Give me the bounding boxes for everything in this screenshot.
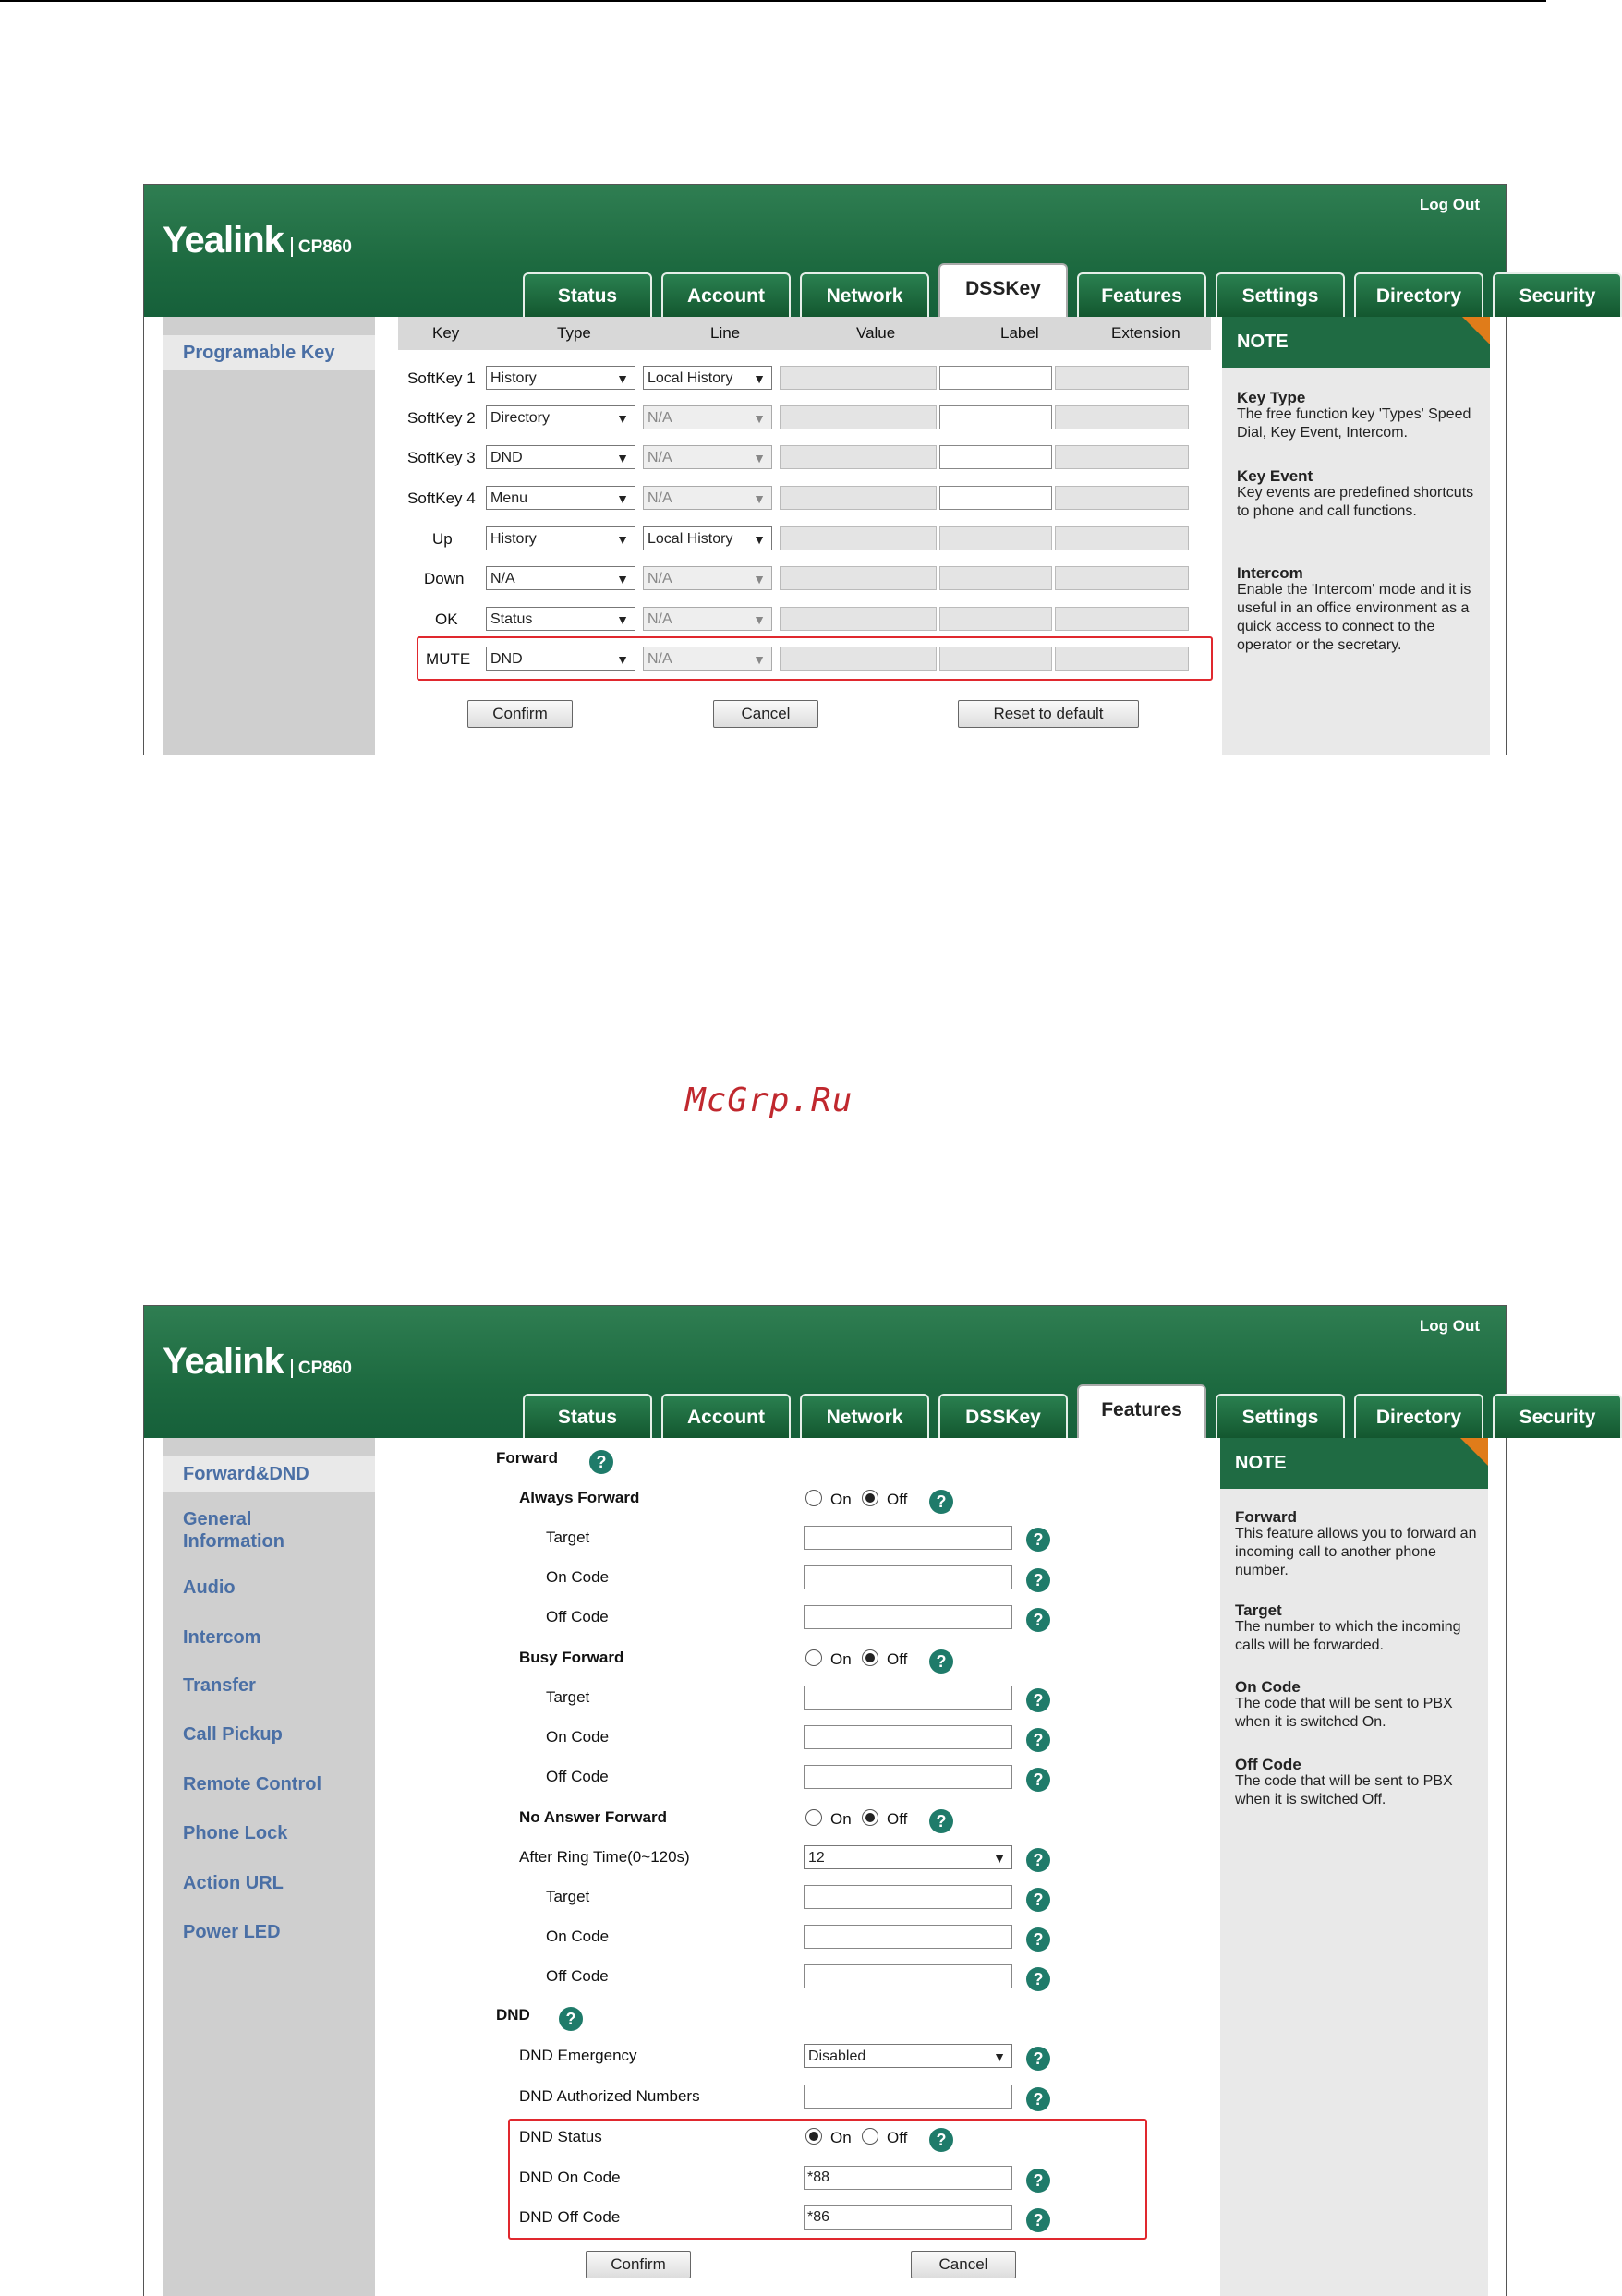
tab-directory[interactable]: Directory xyxy=(1354,1394,1483,1438)
logout-link[interactable]: Log Out xyxy=(1419,196,1480,213)
extension-input xyxy=(1055,526,1189,550)
type-select[interactable]: N/A ▼ xyxy=(486,566,635,590)
help-icon[interactable]: ? xyxy=(1026,2087,1050,2111)
dnd-on-code-input[interactable]: *88 xyxy=(804,2166,1012,2190)
row-key: Down xyxy=(424,570,465,587)
value-input xyxy=(780,405,937,429)
tab-status[interactable]: Status xyxy=(523,1394,652,1438)
busy-forward-label: Busy Forward xyxy=(519,1649,624,1666)
note-title: NOTE xyxy=(1222,317,1490,368)
off-code-label: Off Code xyxy=(546,1967,609,1985)
radio-off-label: Off xyxy=(887,1650,908,1668)
tab-account[interactable]: Account xyxy=(661,272,791,317)
always-forward-off-code-input[interactable] xyxy=(804,1605,1012,1629)
always-forward-on-code-input[interactable] xyxy=(804,1565,1012,1589)
after-ring-time-select[interactable]: 12 ▼ xyxy=(804,1845,1012,1869)
on-code-label: On Code xyxy=(546,1927,610,1945)
left-nav xyxy=(163,1438,375,2296)
chevron-down-icon: ▼ xyxy=(616,652,629,667)
dnd-section-title: DND xyxy=(496,2006,530,2024)
radio-on-label: On xyxy=(830,1650,852,1668)
line-select[interactable]: Local History ▼ xyxy=(643,526,772,550)
note-title: NOTE xyxy=(1220,1438,1488,1489)
always-forward-label: Always Forward xyxy=(519,1489,640,1506)
busy-forward-off-code-input[interactable] xyxy=(804,1765,1012,1789)
help-icon[interactable]: ? xyxy=(1026,1688,1050,1712)
note-panel xyxy=(1220,1438,1488,2296)
label-input[interactable] xyxy=(939,366,1052,390)
page-top-rule xyxy=(0,0,1546,2)
reset-to-default-button[interactable]: Reset to default xyxy=(958,700,1139,728)
value-input xyxy=(780,566,937,590)
line-select: N/A ▼ xyxy=(643,607,772,631)
chevron-down-icon: ▼ xyxy=(616,451,629,465)
chevron-down-icon: ▼ xyxy=(753,411,766,426)
extension-input xyxy=(1055,445,1189,469)
note-heading: Key Event xyxy=(1237,467,1313,485)
chevron-down-icon: ▼ xyxy=(616,371,629,386)
radio-off-label: Off xyxy=(887,1491,908,1508)
note-text: Enable the 'Intercom' mode and it is useful in an office environment as a quick access to connect to the operator or the secretary. xyxy=(1237,582,1471,653)
busy-forward-target-input[interactable] xyxy=(804,1686,1012,1710)
label-input[interactable] xyxy=(939,405,1052,429)
note-text: The free function key 'Types' Speed Dial, Key Event, Intercom. xyxy=(1237,406,1471,441)
after-ring-time-label: After Ring Time(0~120s) xyxy=(519,1848,690,1866)
note-panel xyxy=(1222,317,1490,755)
extension-input xyxy=(1055,566,1189,590)
row-key: Up xyxy=(432,530,453,548)
chevron-down-icon: ▼ xyxy=(616,491,629,506)
help-icon[interactable]: ? xyxy=(1026,1728,1050,1752)
tab-status[interactable]: Status xyxy=(523,272,652,317)
help-icon[interactable]: ? xyxy=(1026,1927,1050,1952)
help-icon[interactable]: ? xyxy=(1026,2208,1050,2232)
label-input xyxy=(939,607,1052,631)
nav-programable-key[interactable]: Programable Key xyxy=(163,335,375,370)
help-icon[interactable]: ? xyxy=(1026,1528,1050,1552)
line-select: N/A ▼ xyxy=(643,405,772,429)
on-code-label: On Code xyxy=(546,1568,610,1586)
radio-on-label: On xyxy=(830,2129,852,2146)
nav-power-led[interactable]: Power LED xyxy=(183,1922,281,1942)
target-label: Target xyxy=(546,1888,590,1905)
help-icon[interactable]: ? xyxy=(1026,2169,1050,2193)
type-select[interactable]: History ▼ xyxy=(486,366,635,390)
extension-input xyxy=(1055,647,1189,671)
dnd-emergency-select[interactable]: Disabled ▼ xyxy=(804,2044,1012,2068)
row-key: SoftKey 3 xyxy=(407,449,476,466)
yealink-logo: Yealink CP860 xyxy=(163,220,352,260)
line-select[interactable]: Local History ▼ xyxy=(643,366,772,390)
help-icon[interactable]: ? xyxy=(929,1809,953,1833)
chevron-down-icon: ▼ xyxy=(753,532,766,547)
chevron-down-icon: ▼ xyxy=(616,572,629,586)
no-answer-target-input[interactable] xyxy=(804,1885,1012,1909)
no-answer-on-code-input[interactable] xyxy=(804,1925,1012,1949)
row-key: MUTE xyxy=(426,650,471,668)
radio-on-label: On xyxy=(830,1491,852,1508)
target-label: Target xyxy=(546,1529,590,1546)
dnd-emergency-label: DND Emergency xyxy=(519,2047,637,2064)
cancel-button[interactable]: Cancel xyxy=(713,700,818,728)
help-icon[interactable]: ? xyxy=(929,1649,953,1674)
value-input xyxy=(780,647,937,671)
help-icon[interactable]: ? xyxy=(1026,1888,1050,1912)
tab-dsskey[interactable]: DSSKey xyxy=(938,1394,1068,1438)
value-input xyxy=(780,526,937,550)
forward-dnd-form xyxy=(389,1438,1202,2296)
tab-security[interactable]: Security xyxy=(1493,1394,1622,1438)
dnd-on-code-label: DND On Code xyxy=(519,2169,621,2186)
col-line: Line xyxy=(710,324,741,342)
yealink-logo: Yealink CP860 xyxy=(163,1341,352,1382)
content-area xyxy=(144,1438,1506,2296)
help-icon[interactable]: ? xyxy=(929,1490,953,1514)
nav-remote-control[interactable]: Remote Control xyxy=(183,1774,321,1795)
dnd-authorized-numbers-input[interactable] xyxy=(804,2085,1012,2109)
row-key: SoftKey 4 xyxy=(407,489,476,507)
tab-account[interactable]: Account xyxy=(661,1394,791,1438)
note-heading: On Code xyxy=(1235,1678,1301,1696)
busy-forward-off-radio[interactable] xyxy=(862,1649,878,1666)
type-select[interactable]: Menu ▼ xyxy=(486,486,635,510)
chevron-down-icon: ▼ xyxy=(616,411,629,426)
row-key: OK xyxy=(435,610,458,628)
type-select[interactable]: Status ▼ xyxy=(486,607,635,631)
nav-audio[interactable]: Audio xyxy=(183,1577,236,1598)
tab-dsskey[interactable]: DSSKey xyxy=(938,263,1068,317)
type-select[interactable]: DND ▼ xyxy=(486,647,635,671)
features-screenshot xyxy=(143,1305,1596,2296)
confirm-button[interactable]: Confirm xyxy=(586,2251,691,2278)
tab-features[interactable]: Features xyxy=(1077,272,1206,317)
chevron-down-icon: ▼ xyxy=(753,612,766,627)
off-code-label: Off Code xyxy=(546,1768,609,1785)
dsskey-screenshot xyxy=(143,184,1596,755)
chevron-down-icon: ▼ xyxy=(753,652,766,667)
help-icon[interactable]: ? xyxy=(1026,1608,1050,1632)
watermark-text: McGrp.Ru xyxy=(685,1082,853,1119)
note-text: The number to which the incoming calls will be forwarded. xyxy=(1235,1619,1461,1653)
tab-settings[interactable]: Settings xyxy=(1216,272,1345,317)
value-input xyxy=(780,486,937,510)
tab-settings[interactable]: Settings xyxy=(1216,1394,1345,1438)
no-answer-forward-on-radio[interactable] xyxy=(805,1809,822,1826)
label-input xyxy=(939,647,1052,671)
always-forward-off-radio[interactable] xyxy=(862,1490,878,1506)
cancel-button[interactable]: Cancel xyxy=(911,2251,1016,2278)
busy-forward-on-radio[interactable] xyxy=(805,1649,822,1666)
on-code-label: On Code xyxy=(546,1728,610,1746)
type-select[interactable]: Directory ▼ xyxy=(486,405,635,429)
row-key: SoftKey 1 xyxy=(407,369,476,387)
extension-input xyxy=(1055,607,1189,631)
type-select[interactable]: DND ▼ xyxy=(486,445,635,469)
line-select: N/A ▼ xyxy=(643,445,772,469)
nav-call-pickup[interactable]: Call Pickup xyxy=(183,1724,283,1745)
table-header xyxy=(398,317,1211,350)
help-icon[interactable]: ? xyxy=(1026,2047,1050,2071)
radio-off-label: Off xyxy=(887,1810,908,1828)
note-heading: Forward xyxy=(1235,1508,1298,1526)
chevron-down-icon: ▼ xyxy=(753,572,766,586)
no-answer-forward-label: No Answer Forward xyxy=(519,1808,667,1826)
chevron-down-icon: ▼ xyxy=(616,532,629,547)
col-label: Label xyxy=(1000,324,1039,342)
note-heading: Intercom xyxy=(1237,564,1303,582)
help-icon[interactable]: ? xyxy=(589,1450,613,1474)
note-text: The code that will be sent to PBX when it is switched Off. xyxy=(1235,1773,1453,1807)
col-type: Type xyxy=(557,324,591,342)
value-input xyxy=(780,366,937,390)
nav-transfer[interactable]: Transfer xyxy=(183,1675,256,1696)
help-icon[interactable]: ? xyxy=(929,2128,953,2152)
dnd-status-on-radio[interactable] xyxy=(805,2128,822,2145)
line-select: N/A ▼ xyxy=(643,647,772,671)
chevron-down-icon: ▼ xyxy=(753,371,766,386)
header-bar xyxy=(144,185,1596,317)
confirm-button[interactable]: Confirm xyxy=(467,700,573,728)
left-nav xyxy=(163,317,375,755)
label-input xyxy=(939,526,1052,550)
chevron-down-icon: ▼ xyxy=(993,1851,1006,1866)
label-input[interactable] xyxy=(939,445,1052,469)
tab-features[interactable]: Features xyxy=(1077,1384,1206,1438)
nav-forward-dnd[interactable]: Forward&DND xyxy=(163,1456,375,1492)
dnd-status-label: DND Status xyxy=(519,2128,602,2145)
target-label: Target xyxy=(546,1688,590,1706)
chevron-down-icon: ▼ xyxy=(616,612,629,627)
header-bar xyxy=(144,1306,1596,1438)
type-select[interactable]: History ▼ xyxy=(486,526,635,550)
value-input xyxy=(780,445,937,469)
forward-section-title: Forward xyxy=(496,1449,559,1467)
help-icon[interactable]: ? xyxy=(1026,1848,1050,1872)
line-select: N/A ▼ xyxy=(643,566,772,590)
content-area xyxy=(144,317,1506,755)
note-text: This feature allows you to forward an incoming call to another phone number. xyxy=(1235,1526,1477,1578)
dnd-status-off-radio[interactable] xyxy=(862,2128,878,2145)
note-heading: Target xyxy=(1235,1601,1282,1619)
chevron-down-icon: ▼ xyxy=(753,451,766,465)
nav-intercom[interactable]: Intercom xyxy=(183,1627,261,1648)
radio-off-label: Off xyxy=(887,2129,908,2146)
dnd-off-code-label: DND Off Code xyxy=(519,2208,621,2226)
value-input xyxy=(780,607,937,631)
no-answer-forward-off-radio[interactable] xyxy=(862,1809,878,1826)
note-heading: Off Code xyxy=(1235,1756,1301,1773)
note-text: Key events are predefined shortcuts to phone and call functions. xyxy=(1237,485,1474,519)
extension-input xyxy=(1055,366,1189,390)
extension-input xyxy=(1055,486,1189,510)
nav-general-information[interactable]: General Information xyxy=(183,1509,284,1552)
help-icon[interactable]: ? xyxy=(559,2007,583,2031)
always-forward-target-input[interactable] xyxy=(804,1526,1012,1550)
dnd-authorized-numbers-label: DND Authorized Numbers xyxy=(519,2087,700,2105)
logout-link[interactable]: Log Out xyxy=(1419,1317,1480,1335)
dsskey-table xyxy=(398,317,1211,755)
nav-action-url[interactable]: Action URL xyxy=(183,1873,284,1893)
chevron-down-icon: ▼ xyxy=(993,2049,1006,2064)
off-code-label: Off Code xyxy=(546,1608,609,1625)
chevron-down-icon: ▼ xyxy=(753,491,766,506)
always-forward-on-radio[interactable] xyxy=(805,1490,822,1506)
col-key: Key xyxy=(432,324,460,342)
label-input[interactable] xyxy=(939,486,1052,510)
col-extension: Extension xyxy=(1111,324,1180,342)
tab-directory[interactable]: Directory xyxy=(1354,272,1483,317)
note-heading: Key Type xyxy=(1237,389,1306,406)
col-value: Value xyxy=(856,324,896,342)
no-answer-off-code-input[interactable] xyxy=(804,1964,1012,1988)
busy-forward-on-code-input[interactable] xyxy=(804,1725,1012,1749)
tab-network[interactable]: Network xyxy=(800,1394,929,1438)
label-input xyxy=(939,566,1052,590)
radio-on-label: On xyxy=(830,1810,852,1828)
line-select: N/A ▼ xyxy=(643,486,772,510)
row-key: SoftKey 2 xyxy=(407,409,476,427)
help-icon[interactable]: ? xyxy=(1026,1967,1050,1991)
dnd-off-code-input[interactable]: *86 xyxy=(804,2205,1012,2230)
help-icon[interactable]: ? xyxy=(1026,1768,1050,1792)
tab-network[interactable]: Network xyxy=(800,272,929,317)
nav-phone-lock[interactable]: Phone Lock xyxy=(183,1823,288,1843)
note-text: The code that will be sent to PBX when it is switched On. xyxy=(1235,1696,1453,1730)
tab-security[interactable]: Security xyxy=(1493,272,1622,317)
help-icon[interactable]: ? xyxy=(1026,1568,1050,1592)
extension-input xyxy=(1055,405,1189,429)
